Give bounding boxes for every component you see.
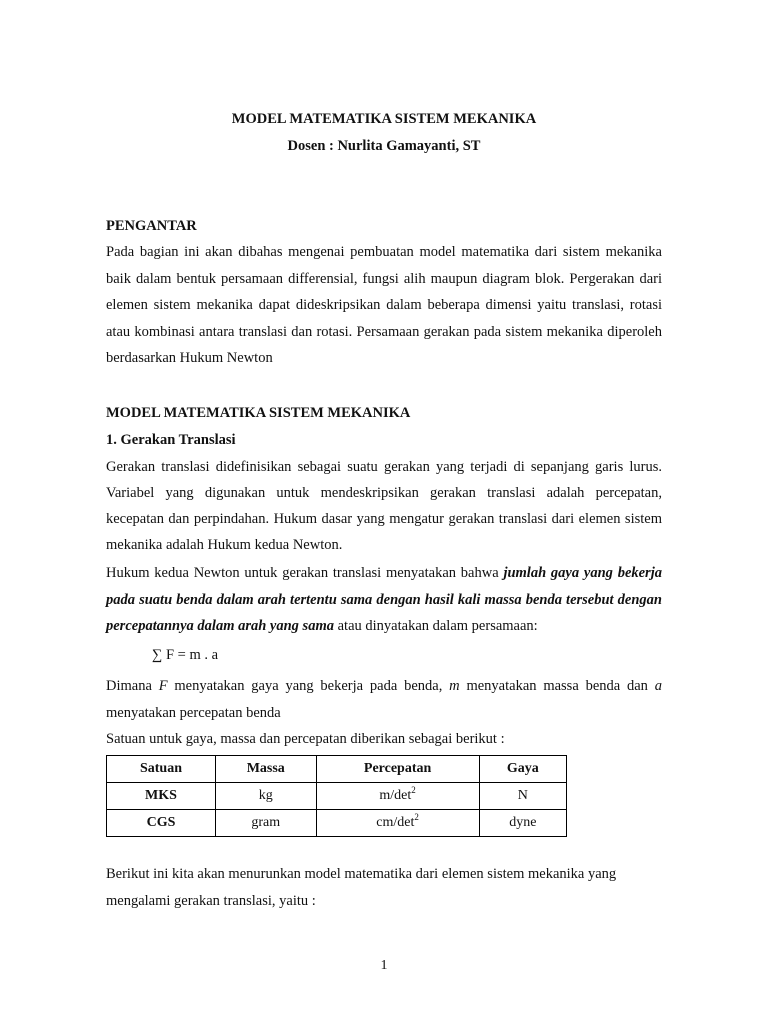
variables-text-2: menyatakan gaya yang bekerja pada benda, <box>167 678 450 694</box>
newton-law-end: atau dinyatakan dalam persamaan: <box>333 618 538 634</box>
lecturer-line: Dosen : Nurlita Gamayanti, ST <box>287 138 481 154</box>
header-gaya: Gaya <box>479 756 566 783</box>
intro-heading: PENGANTAR <box>106 218 197 234</box>
accel-unit-exponent: 2 <box>411 785 416 795</box>
variables-text-3: menyatakan massa benda dan <box>459 678 655 694</box>
closing-paragraph: Berikut ini kita akan menurunkan model matematika dari elemen sistem mekanika yang mengalami gerakan translasi, yaitu : <box>106 866 617 909</box>
newton-law-intro: Hukum kedua Newton untuk gerakan translasi menyatakan bahwa <box>106 565 504 581</box>
header-percepatan: Percepatan <box>316 756 479 783</box>
units-table <box>106 755 567 837</box>
accel-unit <box>316 783 479 810</box>
document-title: MODEL MATEMATIKA SISTEM MEKANIKA <box>231 111 537 127</box>
table-row <box>107 783 567 810</box>
variables-text-4: menyatakan percepatan benda <box>106 704 281 721</box>
accel-unit <box>316 810 479 837</box>
variable-f: F <box>158 678 168 694</box>
variables-text-1: Dimana <box>106 678 159 694</box>
newton-formula: ∑ F = m . a <box>152 647 219 663</box>
accel-unit-exponent: 2 <box>414 812 419 822</box>
variable-a: a <box>654 678 662 694</box>
unit-system: MKS <box>107 783 216 810</box>
section-heading: MODEL MATEMATIKA SISTEM MEKANIKA <box>106 405 411 421</box>
unit-system: CGS <box>107 810 216 837</box>
newton-law-emphasis: jumlah gaya yang bekerja pada suatu benda dalam arah tertentu sama dengan hasil kali massa benda tersebut dengan percepatannya dalam arah yang sama <box>106 565 662 634</box>
variable-m: m <box>449 678 460 694</box>
accel-unit-base: cm/det <box>376 815 415 830</box>
mass-unit: kg <box>215 783 316 810</box>
subsection-heading: 1. Gerakan Translasi <box>106 432 236 448</box>
table-header-row <box>107 756 567 783</box>
variables-paragraph <box>106 673 662 726</box>
units-intro: Satuan untuk gaya, massa dan percepatan diberikan sebagai berikut : <box>106 731 505 747</box>
force-unit: N <box>479 783 566 810</box>
header-satuan: Satuan <box>107 756 216 783</box>
translation-paragraph: Gerakan translasi didefinisikan sebagai suatu gerakan yang terjadi di sepanjang garis lurus. Variabel yang digunakan untuk mendeskripsikan gerakan translasi adalah percepatan, kecepatan dan perpindahan. Hukum dasar yang mengatur gerakan translasi dari elemen sistem mekanika adalah Hukum kedua Newton. <box>106 459 662 553</box>
page-number: 1 <box>380 958 388 973</box>
table-row <box>107 810 567 837</box>
document-page <box>106 0 662 1024</box>
mass-unit: gram <box>215 810 316 837</box>
force-unit: dyne <box>479 810 566 837</box>
header-massa: Massa <box>215 756 316 783</box>
accel-unit-base: m/det <box>379 788 412 803</box>
newton-law-paragraph <box>106 560 662 640</box>
intro-paragraph: Pada bagian ini akan dibahas mengenai pembuatan model matematika dari sistem mekanika baik dalam bentuk persamaan differensial, fungsi alih maupun diagram blok. Pergerakan dari elemen sistem mekanika dapat dideskripsikan dalam beberapa dimensi yaitu translasi, rotasi atau kombinasi antara translasi dan rotasi. Persamaan gerakan pada sistem mekanika diperoleh berdasarkan Hukum Newton <box>106 244 662 366</box>
